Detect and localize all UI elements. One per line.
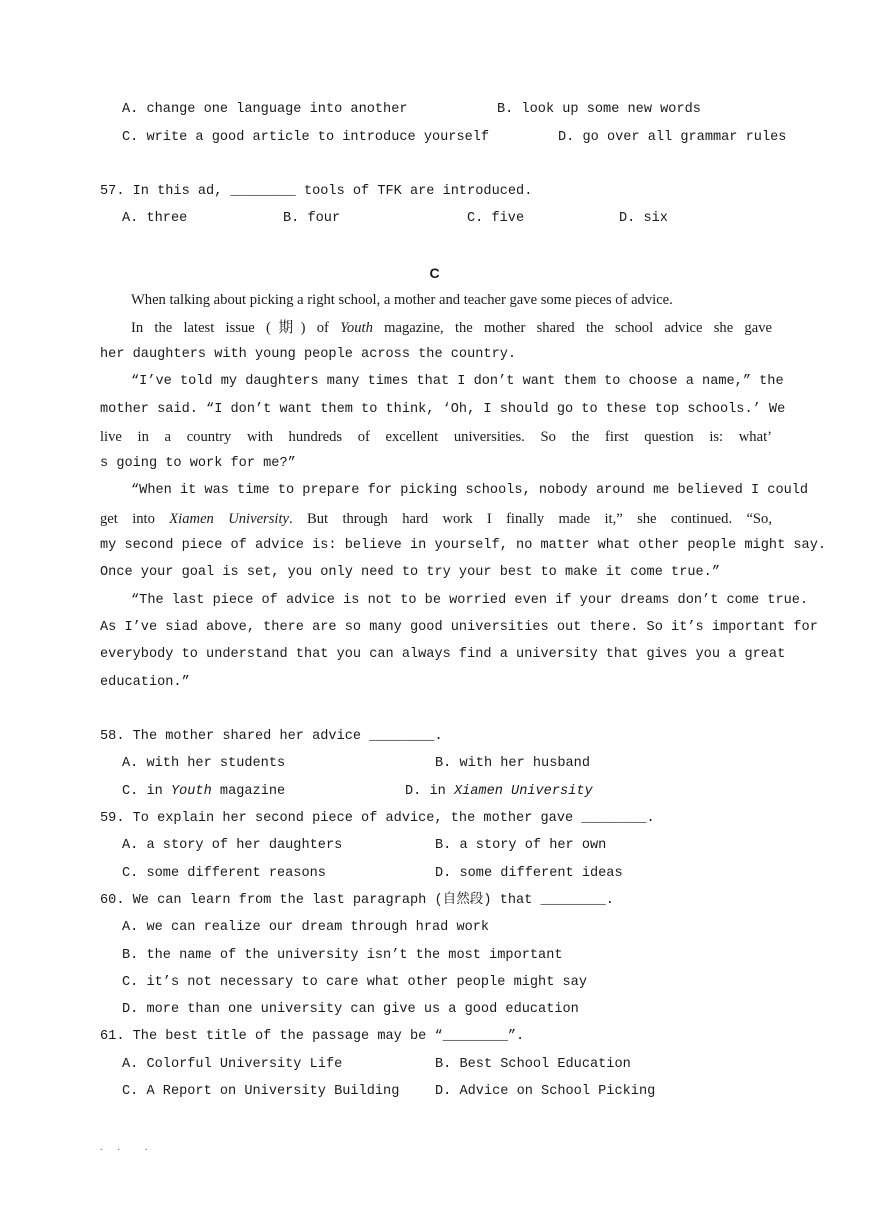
magazine-name: Youth	[340, 320, 373, 336]
q56-option-b: B. look up some new words	[497, 102, 701, 117]
passage-paragraph-5-line-3: everybody to understand that you can always find a university that gives you a great	[100, 647, 786, 662]
passage-paragraph-5-line-2: As I’ve siad above, there are so many good universities out there. So it’s important for	[100, 620, 818, 635]
q59-option-d: D. some different ideas	[435, 866, 623, 881]
q61-option-b: B. Best School Education	[435, 1057, 631, 1072]
passage-paragraph-3-line-2: mother said. “I don’t want them to think, ‘Oh, I should go to these top schools.’ We	[100, 402, 786, 417]
passage-paragraph-5-line-4: education.”	[100, 675, 190, 690]
q61-option-a: A. Colorful University Life	[122, 1057, 343, 1072]
passage-paragraph-3-line-1: “I’ve told my daughters many times that I don’t want them to choose a name,” the	[131, 374, 784, 389]
q59-option-c: C. some different reasons	[122, 866, 326, 881]
passage-paragraph-4-line-1: “When it was time to prepare for picking schools, nobody around me believed I could	[131, 483, 809, 498]
q60-option-a: A. we can realize our dream through hrad work	[122, 920, 490, 935]
q60-option-d: D. more than one university can give us a good education	[122, 1002, 579, 1017]
passage-paragraph-5-line-1: “The last piece of advice is not to be worried even if your dreams don’t come true.	[131, 593, 809, 608]
q59-stem: 59. To explain her second piece of advice, the mother gave ________.	[100, 811, 655, 826]
q57-stem: 57. In this ad, ________ tools of TFK are introduced.	[100, 184, 533, 199]
q59-option-a: A. a story of her daughters	[122, 838, 343, 853]
q57-option-c: C. five	[467, 211, 525, 226]
q58-option-c: C. in Youth magazine	[122, 784, 286, 799]
q58-option-d: D. in Xiamen University	[405, 784, 593, 799]
q61-option-d: D. Advice on School Picking	[435, 1084, 656, 1099]
university-name: Xiamen University	[169, 511, 289, 527]
passage-paragraph-2-line-1: In the latest issue (期) of Youth magazine, the mother shared the school advice she gave	[131, 320, 772, 336]
q59-option-b: B. a story of her own	[435, 838, 607, 853]
q58-option-b: B. with her husband	[435, 756, 590, 771]
passage-paragraph-4-line-4: Once your goal is set, you only need to try your best to make it come true.”	[100, 565, 720, 580]
q58-stem: 58. The mother shared her advice ________.	[100, 729, 443, 744]
q60-option-c: C. it’s not necessary to care what other people might say	[122, 975, 587, 990]
passage-paragraph-4-line-2: get into Xiamen University. But through hard work I finally made it,” she continued. “So,	[100, 511, 772, 527]
q57-option-d: D. six	[619, 211, 668, 226]
passage-paragraph-3-line-4: s going to work for me?”	[100, 456, 296, 471]
passage-paragraph-4-line-3: my second piece of advice is: believe in yourself, no matter what other people might say.	[100, 538, 827, 553]
section-heading: C	[429, 265, 440, 281]
q56-option-d: D. go over all grammar rules	[558, 130, 787, 145]
passage-paragraph-1: When talking about picking a right school, a mother and teacher gave some pieces of advice.	[131, 292, 673, 308]
q61-option-c: C. A Report on University Building	[122, 1084, 400, 1099]
passage-paragraph-3-line-3: live in a country with hundreds of excellent universities. So the first question is: what’	[100, 429, 772, 445]
q56-option-a: A. change one language into another	[122, 102, 408, 117]
q60-stem: 60. We can learn from the last paragraph (自然段) that ________.	[100, 893, 614, 908]
q56-option-c: C. write a good article to introduce yourself	[122, 130, 490, 145]
passage-paragraph-2-line-2: her daughters with young people across the country.	[100, 347, 517, 362]
q61-stem: 61. The best title of the passage may be “________”.	[100, 1029, 525, 1044]
footer-dots: . . .	[100, 1142, 148, 1153]
q57-option-b: B. four	[283, 211, 341, 226]
q58-option-a: A. with her students	[122, 756, 286, 771]
q57-option-a: A. three	[122, 211, 188, 226]
q60-option-b: B. the name of the university isn’t the most important	[122, 948, 563, 963]
